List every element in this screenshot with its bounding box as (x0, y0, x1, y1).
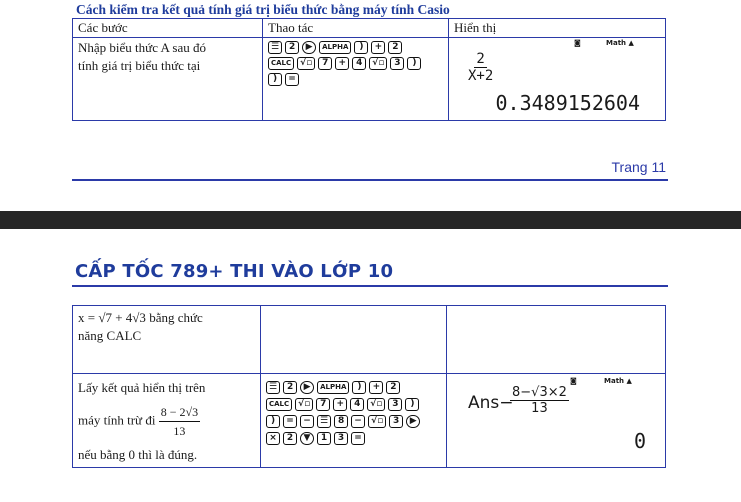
page-separator (0, 211, 741, 229)
calculator-key: + (335, 57, 349, 70)
calculator-key: 1 (317, 432, 331, 445)
footer-rule (72, 179, 668, 181)
calculator-key: √▫ (297, 57, 315, 70)
screen-denominator: X+2 (468, 68, 494, 84)
calculator-key: ALPHA (317, 381, 349, 394)
calculator-key: = (283, 415, 297, 428)
screen-denominator-2: 13 (531, 401, 548, 416)
calculator-key: 4 (352, 57, 366, 70)
step-line-1: Nhập biểu thức A sau đó (78, 40, 207, 55)
section-title: CẤP TỐC 789+ THI VÀO LỚP 10 (75, 261, 394, 282)
calculator-key: ▼ (300, 432, 314, 445)
screen-cell-2 (447, 374, 666, 468)
calculator-key: √▫ (295, 398, 313, 411)
key-sequence-2 (266, 377, 426, 445)
calculator-key: 2 (283, 381, 297, 394)
step-line-2: tính giá trị biểu thức tại (78, 58, 201, 73)
square-indicator-icon-2: ◙ (570, 377, 577, 385)
calculator-key: 8 (334, 415, 348, 428)
calculator-key: × (266, 432, 280, 445)
calculator-key: = (351, 432, 365, 445)
keys-cell (263, 38, 449, 121)
x-expression: x = √7 + 4√3 (78, 310, 146, 325)
screen-fraction-2 (510, 385, 569, 416)
calculator-screen (454, 39, 660, 119)
calculator-key: ) (352, 381, 366, 394)
screen-ans: Ans− (468, 393, 514, 413)
page-number: Trang 11 (611, 159, 666, 175)
calculator-key: 2 (386, 381, 400, 394)
screen-numerator-2: 8−√3×2 (512, 385, 567, 400)
calculator-key: 3 (388, 398, 402, 411)
calculator-key: ) (354, 41, 368, 54)
subtract-step-cell (73, 374, 261, 468)
calculator-key: 2 (283, 432, 297, 445)
calculator-key: − (351, 415, 365, 428)
table-caption: Cách kiểm tra kết quả tính giá trị biểu thức bằng máy tính Casio (76, 2, 450, 17)
calculator-key: 2 (285, 41, 299, 54)
calculator-key: 7 (318, 57, 332, 70)
calculator-key: 3 (390, 57, 404, 70)
subtract-fraction-num: 8 − 2√3 (159, 403, 200, 422)
calculator-key: ) (266, 415, 280, 428)
header-steps: Các bước (73, 19, 263, 38)
math-indicator: Math ▲ (606, 39, 634, 47)
calculator-key: ) (407, 57, 421, 70)
casio-check-table-continued (72, 305, 666, 468)
calculator-key: 4 (350, 398, 364, 411)
calculator-key: − (300, 415, 314, 428)
keys-cell-2 (261, 374, 447, 468)
screen-fraction (468, 51, 493, 84)
calculator-key: + (371, 41, 385, 54)
calculator-key: CALC (268, 57, 294, 70)
calculator-key: 2 (388, 41, 402, 54)
calculator-screen-2 (452, 377, 660, 463)
subtract-fraction-den: 13 (173, 424, 186, 438)
calculator-key: ALPHA (319, 41, 351, 54)
calculator-key: ▶ (406, 415, 420, 428)
empty-cell-b (447, 306, 666, 374)
screen-result-2: 0 (633, 429, 646, 453)
step-cell (73, 38, 263, 121)
calculator-key: ☰ (266, 381, 280, 394)
x-text-after: bằng chức (149, 310, 203, 325)
calculator-key: 3 (334, 432, 348, 445)
calculator-key: 7 (316, 398, 330, 411)
calculator-key: CALC (266, 398, 292, 411)
calculator-key: ☰ (317, 415, 331, 428)
x-line-1 (78, 309, 255, 327)
key-sequence (268, 39, 428, 86)
calculator-key: √▫ (368, 415, 386, 428)
calculator-key: √▫ (367, 398, 385, 411)
calculator-key: ) (268, 73, 282, 86)
calculator-key: ▶ (300, 381, 314, 394)
x-line-2: năng CALC (78, 328, 142, 343)
x-value-cell (73, 306, 261, 374)
calculator-key: + (333, 398, 347, 411)
square-indicator-icon: ◙ (574, 39, 581, 47)
calculator-key: ▶ (302, 41, 316, 54)
header-display: Hiển thị (449, 19, 666, 38)
subtract-line-3: nếu bằng 0 thì là đúng. (78, 447, 198, 462)
header-actions: Thao tác (263, 19, 449, 38)
subtract-prefix: máy tính trừ đi (78, 412, 156, 428)
screen-result: 0.3489152604 (495, 91, 640, 115)
screen-cell (449, 38, 666, 121)
calculator-key: 3 (389, 415, 403, 428)
calculator-key: ☰ (268, 41, 282, 54)
subtract-fraction (159, 403, 200, 440)
title-rule (72, 285, 668, 287)
empty-cell-a (261, 306, 447, 374)
calculator-key: ) (405, 398, 419, 411)
calculator-key: + (369, 381, 383, 394)
subtract-line-2 (78, 403, 255, 440)
calculator-key: √▫ (369, 57, 387, 70)
math-indicator-2: Math ▲ (604, 377, 632, 385)
screen-numerator: 2 (476, 51, 485, 67)
subtract-line-1: Lấy kết quả hiển thị trên (78, 380, 206, 395)
calculator-key: = (285, 73, 299, 86)
casio-check-table (72, 18, 666, 121)
